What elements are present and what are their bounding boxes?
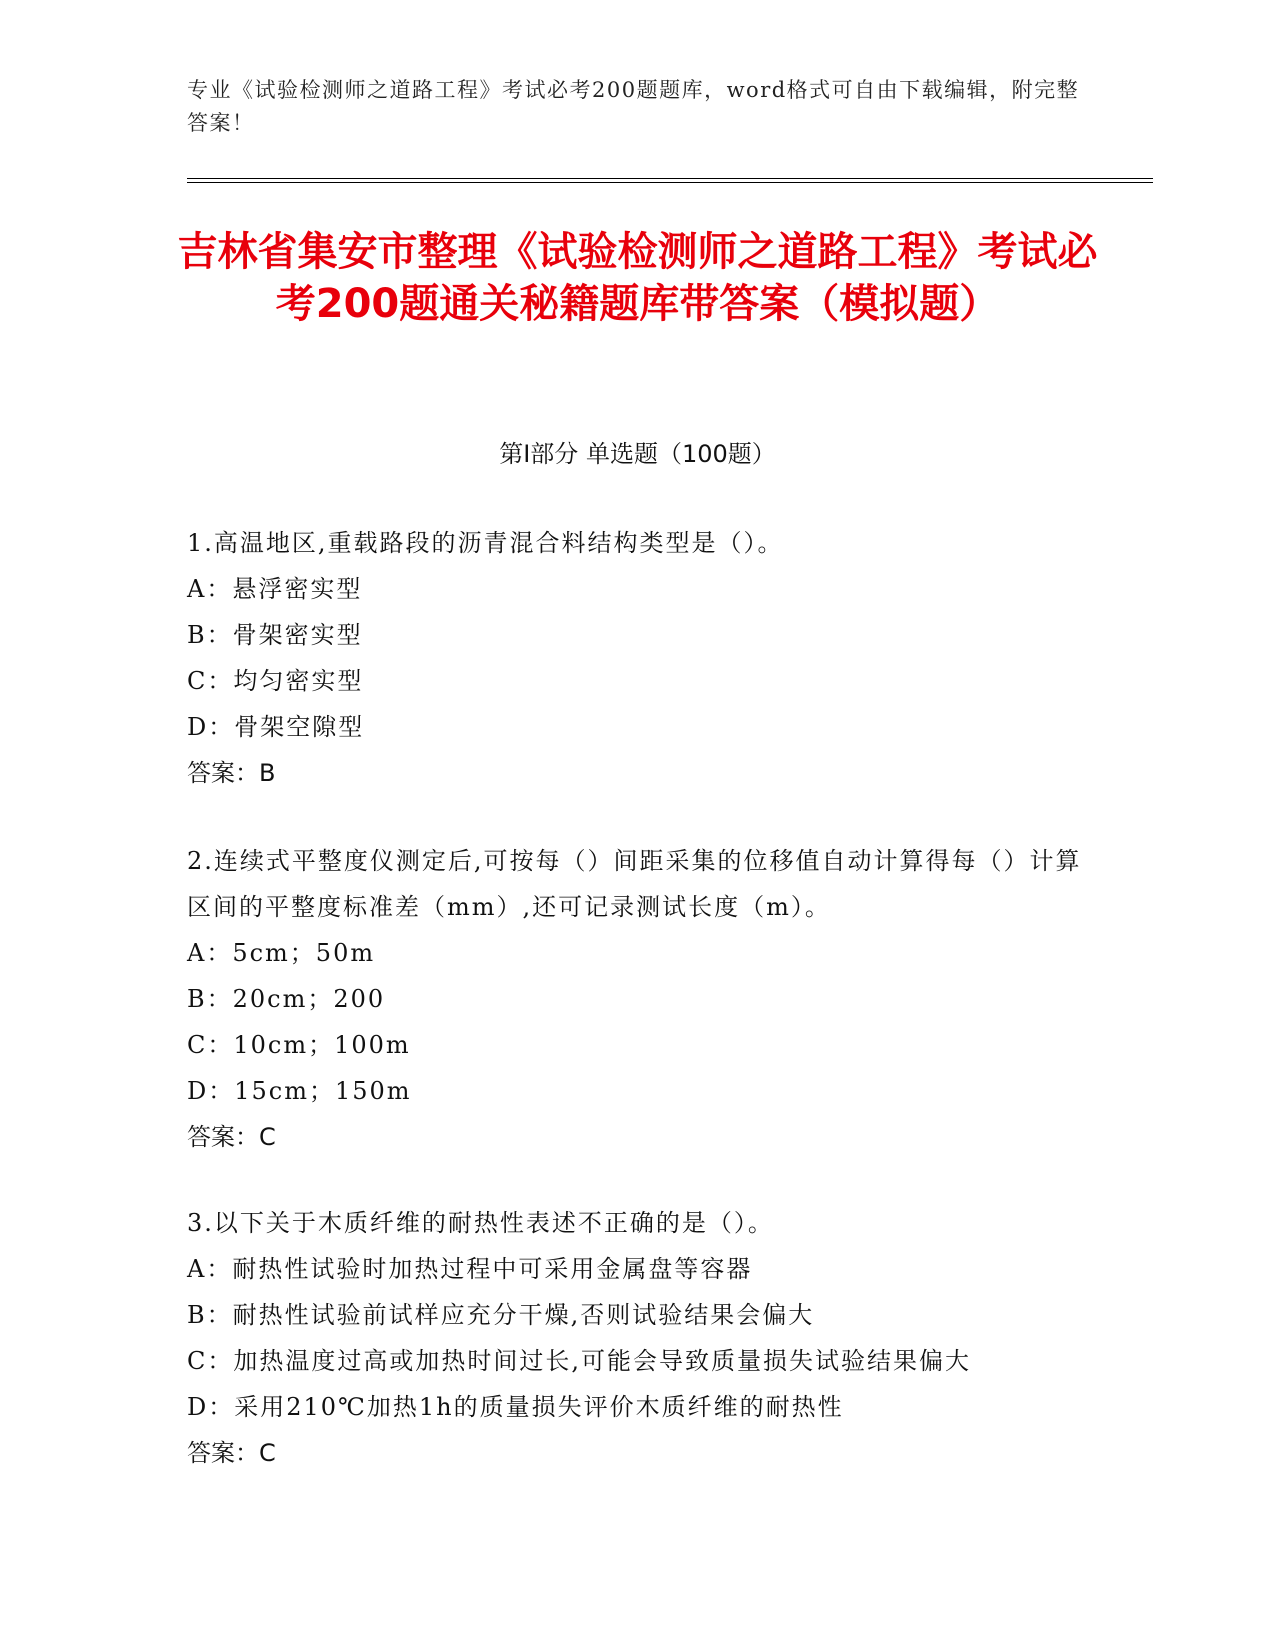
option-c: C：均匀密实型 (187, 667, 364, 695)
question-3 (187, 1200, 1087, 1476)
section-heading: 第I部分 单选题（100题） (499, 440, 776, 468)
question-2 (187, 838, 1087, 1160)
header-rule-top (187, 178, 1153, 179)
option-b: B：耐热性试验前试样应充分干燥,否则试验结果会偏大 (187, 1301, 815, 1329)
question-stem: 3.以下关于木质纤维的耐热性表述不正确的是（）。 (187, 1209, 774, 1237)
option-d: D：15cm；150m (187, 1077, 412, 1105)
option-b: B：骨架密实型 (187, 621, 363, 649)
option-b: B：20cm；200 (187, 985, 386, 1013)
option-d: D：骨架空隙型 (187, 713, 365, 741)
question-stem: 1.高温地区,重载路段的沥青混合料结构类型是（）。 (187, 529, 784, 557)
option-a: A：5cm；50m (187, 939, 376, 967)
answer: 答案：B (187, 759, 276, 787)
option-d: D：采用210℃加热1h的质量损失评价木质纤维的耐热性 (187, 1393, 844, 1421)
option-a: A：耐热性试验时加热过程中可采用金属盘等容器 (187, 1255, 753, 1283)
question-1 (187, 520, 1087, 796)
answer: 答案：C (187, 1123, 276, 1151)
header-rule-bottom (187, 182, 1153, 183)
document-title: 吉林省集安市整理《试验检测师之道路工程》考试必考200题通关秘籍题库带答案（模拟题） (177, 229, 1098, 327)
option-c: C：加热温度过高或加热时间过长,可能会导致质量损失试验结果偏大 (187, 1347, 971, 1375)
option-a: A：悬浮密实型 (187, 575, 363, 603)
answer: 答案：C (187, 1439, 276, 1467)
question-stem: 2.连续式平整度仪测定后,可按每（）间距采集的位移值自动计算得每（）计算区间的平整度标准差（mm）,还可记录测试长度（m）。 (187, 847, 1082, 921)
header-note: 专业《试验检测师之道路工程》考试必考200题题库，word格式可自由下载编辑，附完整答案！ (187, 78, 1080, 135)
option-c: C：10cm；100m (187, 1031, 411, 1059)
